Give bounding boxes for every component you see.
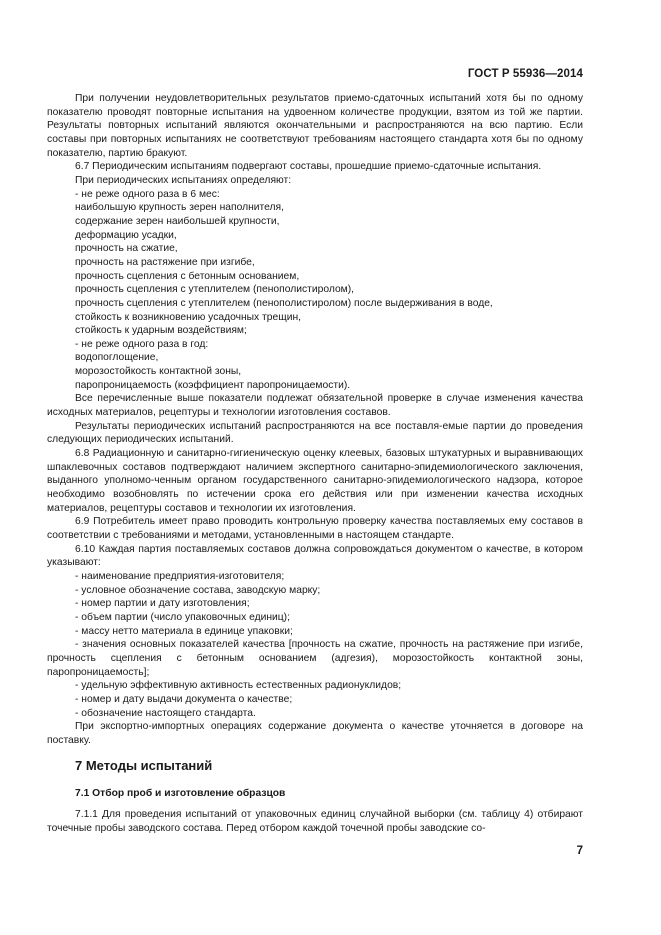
list-item: - условное обозначение состава, заводскую марку; (75, 584, 321, 596)
paragraph: Все перечисленные выше показатели подлежат обязательной проверке в случае изменения качества исходных материалов, рецептуры и технологии изготовления составов. (47, 393, 583, 419)
list-item: - обозначение настоящего стандарта. (75, 707, 256, 719)
paragraph: При периодических испытаниях определяют: (75, 174, 292, 186)
section-heading: 7 Методы испытаний (75, 757, 213, 773)
list-item: содержание зерен наибольшей крупности, (75, 215, 280, 227)
list-item: - номер партии и дату изготовления; (75, 598, 250, 610)
standard-header: ГОСТ Р 55936—2014 (467, 68, 583, 80)
list-item: наибольшую крупность зерен наполнителя, (75, 202, 284, 214)
list-item: - не реже одного раза в 6 мес: (75, 188, 220, 200)
paragraph: 6.9 Потребитель имеет право проводить контрольную проверку качества поставляемых ему составов в соответствии с требованиями и методами, установленными в настоящем стандарте. (47, 516, 583, 541)
paragraph: 7.1.1 Для проведения испытаний от упаковочных единиц случайной выборки (см. таблицу 4) отбирают точечные пробы заводского состава. Перед отбором каждой точечной пробы заводские со- (47, 809, 583, 834)
list-item: - наименование предприятия-изготовителя; (75, 570, 285, 582)
list-item: прочность сцепления с бетонным основанием, (75, 270, 300, 282)
paragraph: 6.7 Периодическим испытаниям подвергают составы, прошедшие приемо-сдаточные испытания. (75, 161, 542, 173)
list-item: - массу нетто материала в единице упаковки; (75, 625, 293, 637)
list-item: - номер и дату выдачи документа о качестве; (75, 693, 293, 705)
list-item: прочность на сжатие, (75, 243, 178, 255)
paragraph: 6.8 Радиационную и санитарно-гигиеническую оценку клеевых, базовых штукатурных и выравнивающих шпаклевочных составов подтверждают наличием экспертного санитарно-эпидемиологического заключения, выданного уполномо-ченным органом государственного санитарно-эпидемиологического надзора, которое необходимо возобновлять по истечении срока его действия или при изменении качества исходных материалов, рецептуры составов и технологии их изготовления. (47, 448, 583, 514)
list-item: - не реже одного раза в год: (75, 338, 209, 350)
paragraph: - значения основных показателей качества [прочность на сжатие, прочность на растяжение при изгибе, прочность сцепления с бетонным основанием (адгезия), морозостойкость контактной зоны, паропроницаемость]; (47, 639, 583, 678)
paragraph: 6.10 Каждая партия поставляемых составов должна сопровождаться документом о качестве, в котором указывают: (47, 543, 583, 569)
subsection-heading: 7.1 Отбор проб и изготовление образцов (75, 787, 286, 799)
list-item: прочность сцепления с утеплителем (пенополистиролом) после выдерживания в воде, (75, 297, 493, 309)
paragraph: При получении неудовлетворительных результатов приемо-сдаточных испытаний хотя бы по одному показателю проводят повторные испытания на удвоенном количестве продукции, взятом из той же партии. Результаты повторных испытаний являются окончательными и распространяются на всю партию. Если составы при повторных испытаниях не соответствуют требованиям настоящего стандарта хотя бы по одному показателю, партию бракуют. (47, 93, 583, 159)
page-body (47, 92, 583, 835)
list-item: - удельную эффективную активность естественных радионуклидов; (75, 680, 402, 692)
list-item: стойкость к возникновению усадочных трещин, (75, 311, 301, 323)
list-item: морозостойкость контактной зоны, (75, 366, 242, 378)
paragraph: При экспортно-импортных операциях содержание документа о качестве уточняется в договоре на поставку. (47, 721, 583, 746)
list-item: деформацию усадки, (75, 229, 177, 241)
list-item: водопоглощение, (75, 352, 159, 364)
list-item: стойкость к ударным воздействиям; (75, 325, 247, 337)
page-number: 7 (576, 845, 583, 857)
list-item: - объем партии (число упаковочных единиц); (75, 611, 290, 623)
paragraph: Результаты периодических испытаний распространяются на все поставля-емые партии до проведения следующих периодических испытаний. (47, 420, 583, 446)
list-item: прочность сцепления с утеплителем (пенополистиролом), (75, 284, 355, 296)
list-item: паропроницаемость (коэффициент паропроницаемости). (75, 379, 351, 391)
list-item: прочность на растяжение при изгибе, (75, 256, 255, 268)
